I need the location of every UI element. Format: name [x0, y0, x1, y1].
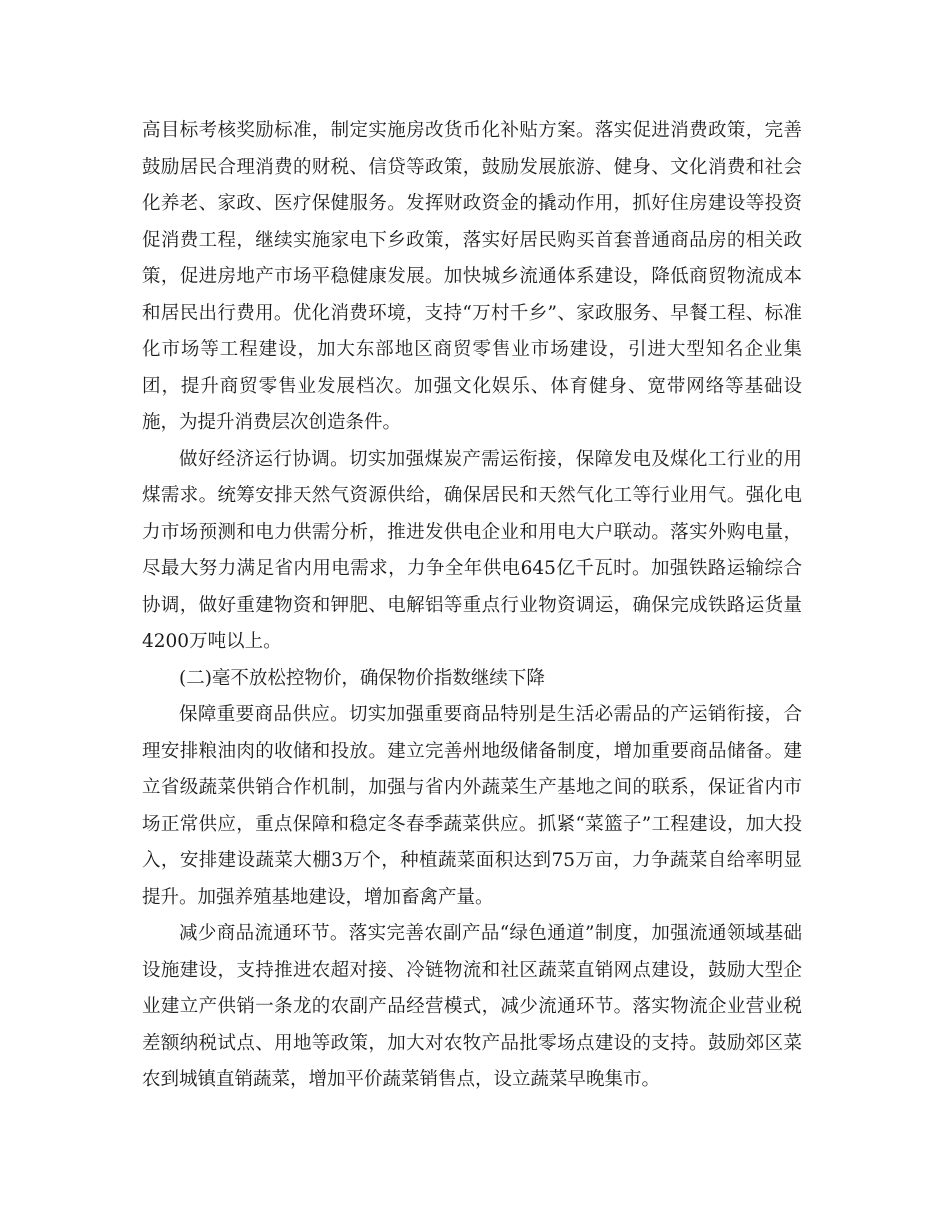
section-heading: (二)毫不放松控物价，确保物价指数继续下降 — [179, 667, 545, 689]
paragraph-continuation: 高目标考核奖励标准，制定实施房改货币化补贴方案。落实促进消费政策，完善鼓励居民合理消费的财税、信贷等政策，鼓励发展旅游、健身、文化消费和社会化养老、家政、医疗保健服务。发挥财政资金的撬动作用，抓好住房建设等投资促消费工程，继续实施家电下乡政策，落实好居民购买首套普通商品房的相关政策，促进房地产市场平稳健康发展。加快城乡流通体系建设，降低商贸物流成本和居民出行费用。优化消费环境，支持“万村千乡”、家政服务、早餐工程、标准化市场等工程建设，加大东部地区商贸零售业市场建设，引进大型知名企业集团，提升商贸零售业发展档次。加强文化娱乐、体育健身、宽带网络等基础设施，为提升消费层次创造条件。 — [142, 120, 802, 433]
paragraph-circulation: 减少商品流通环节。落实完善农副产品“绿色通道”制度，加强流通领域基础设施建设，支持推进农超对接、冷链物流和社区蔬菜直销网点建设，鼓励大型企业建立产供销一条龙的农副产品经营模式，减少流通环节。落实物流企业营业税差额纳税试点、用地等政策，加大对农牧产品批零场点建设的支持。鼓励郊区菜农到城镇直销蔬菜，增加平价蔬菜销售点，设立蔬菜早晚集市。 — [142, 923, 802, 1090]
paragraph-commodity-supply: 保障重要商品供应。切实加强重要商品特别是生活必需品的产运销衔接，合理安排粮油肉的收储和投放。建立完善州地级储备制度，增加重要商品储备。建立省级蔬菜供销合作机制，加强与省内外蔬菜生产基地之间的联系，保证省内市场正常供应，重点保障和稳定冬春季蔬菜供应。抓紧“菜篮子”工程建设，加大投入，安排建设蔬菜大棚3万个，种植蔬菜面积达到75万亩，力争蔬菜自给率明显提升。加强养殖基地建设，增加畜禽产量。 — [142, 704, 802, 908]
document-body — [142, 113, 802, 1099]
paragraph-economic-coordination: 做好经济运行协调。切实加强煤炭产需运衔接，保障发电及煤化工行业的用煤需求。统筹安排天然气资源供给，确保居民和天然气化工等行业用气。强化电力市场预测和电力供需分析，推进发供电企业和用电大户联动。落实外购电量，尽最大努力满足省内用电需求，力争全年供电645亿千瓦时。加强铁路运输综合协调，做好重建物资和钾肥、电解铝等重点行业物资调运，确保完成铁路运货量4200万吨以上。 — [142, 448, 802, 652]
